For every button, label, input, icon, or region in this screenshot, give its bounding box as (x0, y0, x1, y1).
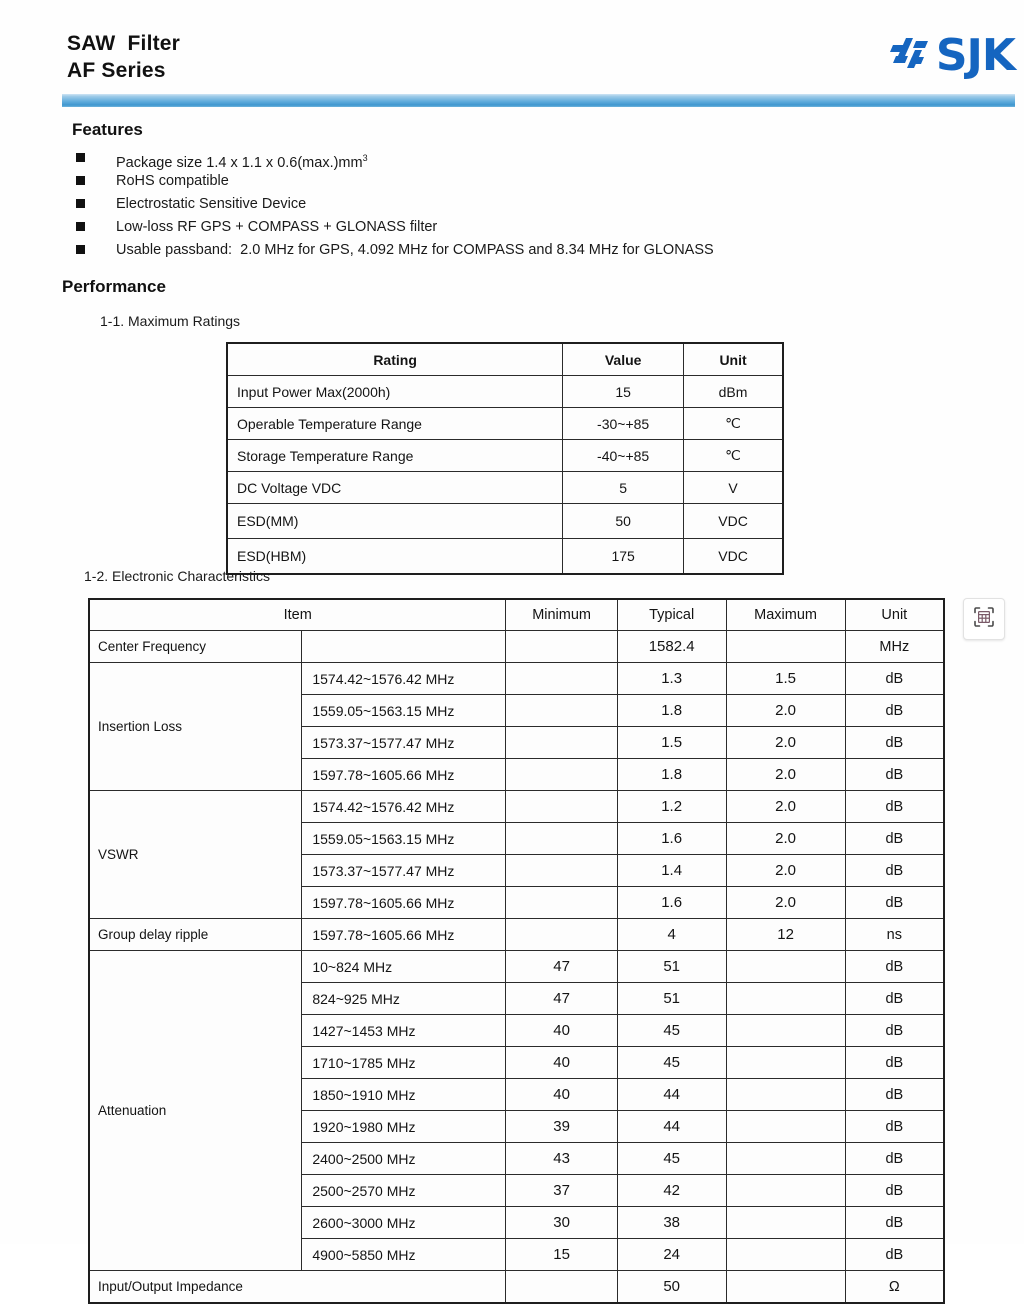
cell-typical: 4 (617, 919, 726, 951)
cell-item: Attenuation (89, 951, 302, 1271)
cell-maximum: 2.0 (726, 695, 845, 727)
cell-unit: dB (845, 1175, 944, 1207)
col-unit: Unit (684, 343, 783, 376)
feature-text: Electrostatic Sensitive Device (116, 196, 307, 212)
cell-minimum: 37 (506, 1175, 617, 1207)
cell-typical: 45 (617, 1015, 726, 1047)
cell-unit: VDC (684, 504, 783, 539)
cell-minimum: 39 (506, 1111, 617, 1143)
cell-band: 1597.78~1605.66 MHz (302, 919, 506, 951)
cell-maximum (726, 1239, 845, 1271)
cell-typical: 1.2 (617, 791, 726, 823)
cell-unit: dB (845, 1015, 944, 1047)
cell-minimum (506, 1271, 617, 1304)
cell-unit: dB (845, 727, 944, 759)
table-row (227, 408, 783, 440)
cell-band: 1920~1980 MHz (302, 1111, 506, 1143)
header-accent-bar (62, 94, 1015, 107)
cell-maximum: 2.0 (726, 791, 845, 823)
cell-typical: 42 (617, 1175, 726, 1207)
cell-unit: dB (845, 695, 944, 727)
cell-unit: dB (845, 951, 944, 983)
table-row (89, 951, 944, 983)
table-row (89, 631, 944, 663)
cell-maximum (726, 1207, 845, 1239)
cell-rating: Storage Temperature Range (227, 440, 563, 472)
cell-band: 1850~1910 MHz (302, 1079, 506, 1111)
cell-value: 175 (563, 539, 684, 575)
cell-minimum (506, 855, 617, 887)
cell-band: 824~925 MHz (302, 983, 506, 1015)
cell-unit: VDC (684, 539, 783, 575)
cell-band: 1573.37~1577.47 MHz (302, 727, 506, 759)
table-row (89, 1271, 944, 1304)
cell-band: 4900~5850 MHz (302, 1239, 506, 1271)
col-typical: Typical (617, 599, 726, 631)
cell-minimum: 30 (506, 1207, 617, 1239)
cell-typical: 1.8 (617, 695, 726, 727)
cell-typical: 1.6 (617, 887, 726, 919)
cell-typical: 1.6 (617, 823, 726, 855)
cell-minimum (506, 631, 617, 663)
page-title (67, 30, 180, 84)
cell-rating: ESD(MM) (227, 504, 563, 539)
cell-minimum (506, 663, 617, 695)
cell-band: 1574.42~1576.42 MHz (302, 791, 506, 823)
cell-typical: 38 (617, 1207, 726, 1239)
feature-text: Package size 1.4 x 1.1 x $0.6(\max.)mm^3$ (116, 153, 368, 171)
cell-band: 1559.05~1563.15 MHz (302, 695, 506, 727)
cell-unit: dB (845, 1143, 944, 1175)
cell-band: 1597.78~1605.66 MHz (302, 759, 506, 791)
cell-rating: Input Power Max(2000h) (227, 376, 563, 408)
cell-unit: dB (845, 887, 944, 919)
pinwheel-icon (890, 36, 932, 76)
cell-maximum: 2.0 (726, 855, 845, 887)
cell-value: 5 (563, 472, 684, 504)
brand-name: SJK (935, 30, 1015, 81)
cell-typical: 51 (617, 951, 726, 983)
cell-unit: MHz (845, 631, 944, 663)
features-list (70, 148, 970, 263)
cell-band: 1597.78~1605.66 MHz (302, 887, 506, 919)
col-value: Value (563, 343, 684, 376)
electronic-characteristics-table (88, 598, 945, 1304)
cell-maximum (726, 1271, 845, 1304)
cell-maximum: 2.0 (726, 823, 845, 855)
cell-unit: dB (845, 1207, 944, 1239)
cell-maximum (726, 951, 845, 983)
cell-minimum: 40 (506, 1047, 617, 1079)
cell-typical: 1.8 (617, 759, 726, 791)
cell-typical: 44 (617, 1111, 726, 1143)
cell-minimum: 40 (506, 1015, 617, 1047)
cell-maximum (726, 1015, 845, 1047)
table-header-row (227, 343, 783, 376)
cell-typical: 24 (617, 1239, 726, 1271)
cell-maximum: 1.5 (726, 663, 845, 695)
cell-unit: dB (845, 855, 944, 887)
table-row (89, 663, 944, 695)
cell-maximum (726, 1111, 845, 1143)
cell-maximum: 2.0 (726, 759, 845, 791)
cell-typical: 1.3 (617, 663, 726, 695)
title-line-1: SAW Filter (67, 32, 181, 55)
cell-rating: DC Voltage VDC (227, 472, 563, 504)
cell-value: 50 (563, 504, 684, 539)
cell-band: 2500~2570 MHz (302, 1175, 506, 1207)
cell-minimum (506, 791, 617, 823)
table-row (227, 472, 783, 504)
cell-value: -30~+85 (563, 408, 684, 440)
feature-text: Low-loss RF GPS + COMPASS + GLONASS filter (116, 219, 438, 235)
cell-item: VSWR (89, 791, 302, 919)
cell-band: 1427~1453 MHz (302, 1015, 506, 1047)
cell-unit: dBm (684, 376, 783, 408)
table-row (227, 440, 783, 472)
cell-band: 1559.05~1563.15 MHz (302, 823, 506, 855)
col-rating: Rating (227, 343, 563, 376)
scan-table-icon (972, 605, 996, 634)
cell-minimum (506, 759, 617, 791)
cell-minimum: 47 (506, 951, 617, 983)
cell-band: 1710~1785 MHz (302, 1047, 506, 1079)
cell-band: 2400~2500 MHz (302, 1143, 506, 1175)
cell-minimum (506, 695, 617, 727)
cell-unit: dB (845, 1239, 944, 1271)
cell-unit: dB (845, 823, 944, 855)
cell-unit: dB (845, 983, 944, 1015)
cell-unit: ℃ (684, 408, 783, 440)
cell-unit: dB (845, 759, 944, 791)
cell-typical: 1.5 (617, 727, 726, 759)
cell-unit: ns (845, 919, 944, 951)
cell-value: -40~+85 (563, 440, 684, 472)
brand-logo (890, 30, 1015, 81)
cell-maximum (726, 1175, 845, 1207)
cell-band: 10~824 MHz (302, 951, 506, 983)
performance-heading: Performance (62, 277, 166, 296)
cell-maximum: 2.0 (726, 727, 845, 759)
cell-unit: dB (845, 791, 944, 823)
col-unit: Unit (845, 599, 944, 631)
cell-minimum: 40 (506, 1079, 617, 1111)
list-item (70, 171, 970, 194)
max-ratings-table (226, 342, 784, 575)
cell-unit: Ω (845, 1271, 944, 1304)
cell-maximum (726, 631, 845, 663)
cell-unit: dB (845, 1047, 944, 1079)
cell-unit: dB (845, 1079, 944, 1111)
cell-unit: ℃ (684, 440, 783, 472)
cell-typical: 45 (617, 1047, 726, 1079)
cell-unit: dB (845, 663, 944, 695)
feature-text: RoHS compatible (116, 173, 229, 189)
cell-band: 2600~3000 MHz (302, 1207, 506, 1239)
cell-value: 15 (563, 376, 684, 408)
cell-item: Group delay ripple (89, 919, 302, 951)
cell-typical: 1.4 (617, 855, 726, 887)
cell-maximum: 2.0 (726, 887, 845, 919)
cell-minimum: 43 (506, 1143, 617, 1175)
cell-rating: Operable Temperature Range (227, 408, 563, 440)
electronic-characteristics-subheading: 1-2. Electronic Characteristics (84, 568, 270, 584)
cell-minimum (506, 919, 617, 951)
list-item (70, 240, 970, 263)
col-maximum: Maximum (726, 599, 845, 631)
cell-minimum (506, 727, 617, 759)
table-header-row (89, 599, 944, 631)
square-bullet-icon (76, 176, 85, 185)
features-heading: Features (72, 120, 143, 139)
cell-rating: ESD(HBM) (227, 539, 563, 575)
cell-band: 1574.42~1576.42 MHz (302, 663, 506, 695)
cell-maximum (726, 1079, 845, 1111)
square-bullet-icon (76, 199, 85, 208)
cell-typical: 51 (617, 983, 726, 1015)
table-row (227, 539, 783, 575)
page-header (62, 30, 1015, 92)
cell-typical: 50 (617, 1271, 726, 1304)
cell-unit: dB (845, 1111, 944, 1143)
table-row (227, 504, 783, 539)
cell-maximum (726, 983, 845, 1015)
cell-band (302, 631, 506, 663)
list-item (70, 217, 970, 240)
square-bullet-icon (76, 245, 85, 254)
cell-maximum (726, 1047, 845, 1079)
table-row (227, 376, 783, 408)
cell-maximum: 12 (726, 919, 845, 951)
title-line-2: AF Series (67, 59, 166, 82)
list-item (70, 148, 970, 171)
cell-minimum (506, 823, 617, 855)
cell-unit: V (684, 472, 783, 504)
cell-typical: 45 (617, 1143, 726, 1175)
cell-typical: 1582.4 (617, 631, 726, 663)
cell-item: Insertion Loss (89, 663, 302, 791)
cell-typical: 44 (617, 1079, 726, 1111)
scan-table-button[interactable] (963, 598, 1005, 640)
list-item (70, 194, 970, 217)
col-item: Item (89, 599, 506, 631)
table-row (89, 791, 944, 823)
square-bullet-icon (76, 153, 85, 162)
cell-item: Input/Output Impedance (89, 1271, 506, 1304)
cell-maximum (726, 1143, 845, 1175)
col-minimum: Minimum (506, 599, 617, 631)
max-ratings-subheading: 1-1. Maximum Ratings (100, 313, 241, 329)
cell-item: Center Frequency (89, 631, 302, 663)
table-row (89, 919, 944, 951)
square-bullet-icon (76, 222, 85, 231)
cell-minimum (506, 887, 617, 919)
cell-minimum: 47 (506, 983, 617, 1015)
cell-band: 1573.37~1577.47 MHz (302, 855, 506, 887)
cell-minimum: 15 (506, 1239, 617, 1271)
feature-text: Usable passband: 2.0 MHz for GPS, 4.092 MHz for COMPASS and 8.34 MHz for GLONASS (116, 242, 714, 258)
